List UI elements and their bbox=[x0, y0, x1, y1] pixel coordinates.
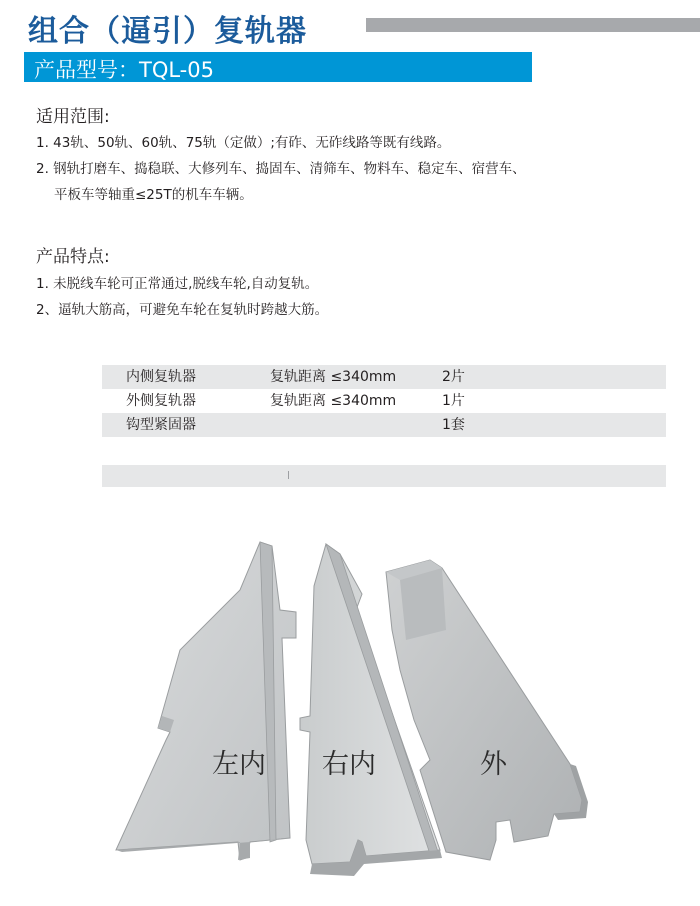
model-label: 产品型号：TQL-05 bbox=[34, 58, 214, 82]
label-outer: 外 bbox=[480, 749, 507, 780]
feature-line-1: 1. 未脱线车轮可正常通过,脱线车轮,自动复轨。 bbox=[36, 276, 319, 292]
part-qty: 1套 bbox=[442, 417, 465, 433]
table-row bbox=[102, 413, 666, 437]
scope-heading: 适用范围: bbox=[36, 107, 110, 127]
part-spec: 复轨距离 ≤340mm bbox=[270, 369, 397, 385]
features-heading: 产品特点: bbox=[36, 247, 110, 267]
table-row bbox=[102, 365, 666, 389]
part-name: 外侧复轨器 bbox=[126, 393, 196, 409]
product-photo bbox=[100, 520, 660, 900]
label-right-inner: 右内 bbox=[322, 749, 376, 780]
part-qty: 1片 bbox=[442, 393, 465, 409]
page-title: 组合（逼引）复轨器 bbox=[28, 14, 307, 49]
feature-line-2: 2、逼轨大筋高，可避免车轮在复轨时跨越大筋。 bbox=[36, 302, 329, 318]
label-left-inner: 左内 bbox=[212, 749, 266, 780]
rerailer-illustration bbox=[100, 520, 660, 900]
left-inner-rerailer bbox=[116, 542, 296, 860]
title-decor-bar bbox=[366, 18, 700, 32]
scope-line-3: 平板车等轴重≤25T的机车车辆。 bbox=[54, 187, 253, 203]
part-name: 内侧复轨器 bbox=[126, 369, 196, 385]
table-footer-strip bbox=[102, 465, 666, 487]
scope-line-2: 2. 钢轨打磨车、捣稳联、大修列车、捣固车、清筛车、物料车、稳定车、宿营车、 bbox=[36, 161, 526, 177]
part-qty: 2片 bbox=[442, 369, 465, 385]
scope-line-1: 1. 43轨、50轨、60轨、75轨（定做）;有砟、无砟线路等既有线路。 bbox=[36, 135, 451, 151]
strip-divider bbox=[288, 471, 289, 479]
part-name: 钩型紧固器 bbox=[126, 417, 196, 433]
part-spec: 复轨距离 ≤340mm bbox=[270, 393, 397, 409]
model-banner bbox=[24, 52, 532, 82]
table-row bbox=[102, 389, 666, 413]
parts-table bbox=[102, 365, 666, 437]
